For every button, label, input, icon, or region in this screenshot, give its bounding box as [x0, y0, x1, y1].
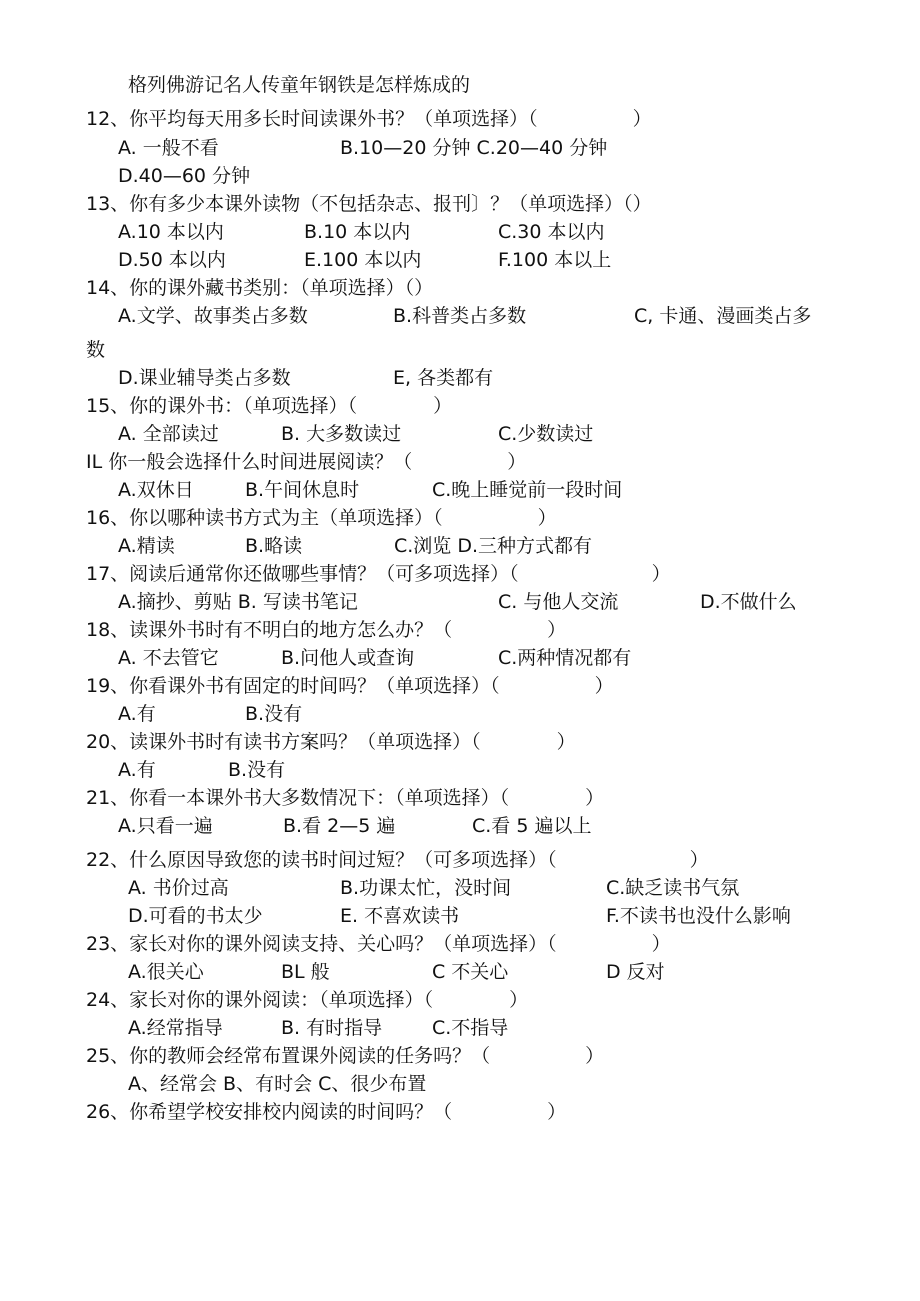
q15-option-a: A. 全部读过	[118, 423, 219, 445]
q24-option-b: B. 有时指导	[281, 1017, 383, 1039]
question-il: IL 你一般会选择什么时间进展阅读？（ ）	[86, 451, 527, 473]
q21-option-a: A.只看一遍	[118, 815, 213, 837]
question-23: 23、家长对你的课外阅读支持、关心吗？（单项选择）（ ）	[86, 933, 671, 955]
question-21: 21、你看一本课外书大多数情况下：（单项选择）（ ）	[86, 787, 605, 809]
q13-option-e: E.100 本以内	[304, 249, 422, 271]
q18-option-a: A. 不去管它	[118, 647, 219, 669]
q22-option-f: F.不读书也没什么影响	[606, 905, 791, 927]
q24-option-c: C.不指导	[432, 1017, 509, 1039]
q23-option-a: A.很关心	[128, 961, 204, 983]
q18-option-c: C.两种情况都有	[498, 647, 632, 669]
qil-option-c: C.晚上睡觉前一段时间	[432, 479, 623, 501]
q14-option-c: C, 卡通、漫画类占多	[634, 305, 812, 327]
q16-option-b: B.略读	[245, 535, 303, 557]
q17-option-a-b: A.摘抄、剪贴 B. 写读书笔记	[118, 591, 358, 613]
qil-option-b: B.午间休息时	[245, 479, 360, 501]
intro-line: 格列佛游记名人传童年钢铁是怎样炼成的	[128, 74, 471, 96]
q16-option-a: A.精读	[118, 535, 175, 557]
q22-option-d: D.可看的书太少	[128, 905, 263, 927]
q14-option-e: E, 各类都有	[393, 367, 494, 389]
q21-option-b: B.看 2—5 遍	[283, 815, 396, 837]
q23-option-d: D 反对	[606, 961, 665, 983]
question-12: 12、你平均每天用多长时间读课外书？（单项选择）（ ）	[86, 108, 652, 130]
q22-option-c: C.缺乏读书气氛	[606, 877, 740, 899]
question-16: 16、你以哪种读书方式为主（单项选择）（ ）	[86, 507, 557, 529]
q14-option-a: A.文学、故事类占多数	[118, 305, 308, 327]
question-18: 18、读课外书时有不明白的地方怎么办？（ ）	[86, 619, 567, 641]
q24-option-a: A.经常指导	[128, 1017, 223, 1039]
question-19: 19、你看课外书有固定的时间吗？（单项选择）（ ）	[86, 675, 614, 697]
q19-option-a: A.有	[118, 703, 156, 725]
q17-option-d: D.不做什么	[700, 591, 797, 613]
q15-option-c: C.少数读过	[498, 423, 594, 445]
q13-option-b: B.10 本以内	[304, 221, 411, 243]
question-25: 25、你的教师会经常布置课外阅读的任务吗？（ ）	[86, 1045, 605, 1067]
q21-option-c: C.看 5 遍以上	[472, 815, 592, 837]
question-15: 15、你的课外书：（单项选择）（ ）	[86, 395, 453, 417]
q12-option-a: A. 一般不看	[118, 137, 219, 159]
q15-option-b: B. 大多数读过	[281, 423, 402, 445]
q13-option-c: C.30 本以内	[498, 221, 605, 243]
q16-option-c-d: C.浏览 D.三种方式都有	[394, 535, 593, 557]
q13-option-a: A.10 本以内	[118, 221, 224, 243]
q22-option-b: B.功课太忙，没时间	[340, 877, 512, 899]
question-14: 14、你的课外藏书类别：（单项选择）（）	[86, 277, 434, 299]
q20-option-b: B.没有	[228, 759, 286, 781]
qil-option-a: A.双休日	[118, 479, 194, 501]
q14-option-c-wrap: 数	[86, 339, 106, 361]
question-13: 13、你有多少本课外读物（不包括杂志、报刊〕？（单项选择）（）	[86, 193, 652, 215]
q19-option-b: B.没有	[245, 703, 303, 725]
q14-option-d: D.课业辅导类占多数	[118, 367, 291, 389]
q23-option-b: BL 般	[281, 961, 330, 983]
q20-option-a: A.有	[118, 759, 156, 781]
question-17: 17、阅读后通常你还做哪些事情？（可多项选择）（ ）	[86, 563, 671, 585]
q13-option-f: F.100 本以上	[498, 249, 612, 271]
q13-option-d: D.50 本以内	[118, 249, 226, 271]
question-22: 22、什么原因导致您的读书时间过短？（可多项选择）（ ）	[86, 849, 709, 871]
question-26: 26、你希望学校安排校内阅读的时间吗？（ ）	[86, 1101, 567, 1123]
q12-option-d: D.40—60 分钟	[118, 165, 251, 187]
q14-option-b: B.科普类占多数	[393, 305, 527, 327]
q12-option-b-c: B.10—20 分钟 C.20—40 分钟	[340, 137, 608, 159]
q18-option-b: B.问他人或查询	[281, 647, 415, 669]
q22-option-e: E. 不喜欢读书	[340, 905, 460, 927]
q17-option-c: C. 与他人交流	[498, 591, 619, 613]
question-20: 20、读课外书时有读书方案吗？（单项选择）（ ）	[86, 731, 576, 753]
q23-option-c: C 不关心	[432, 961, 509, 983]
q22-option-a: A. 书价过高	[128, 877, 229, 899]
question-24: 24、家长对你的课外阅读：（单项选择）（ ）	[86, 989, 529, 1011]
q25-options: A、经常会 B、有时会 C、很少布置	[128, 1073, 427, 1095]
